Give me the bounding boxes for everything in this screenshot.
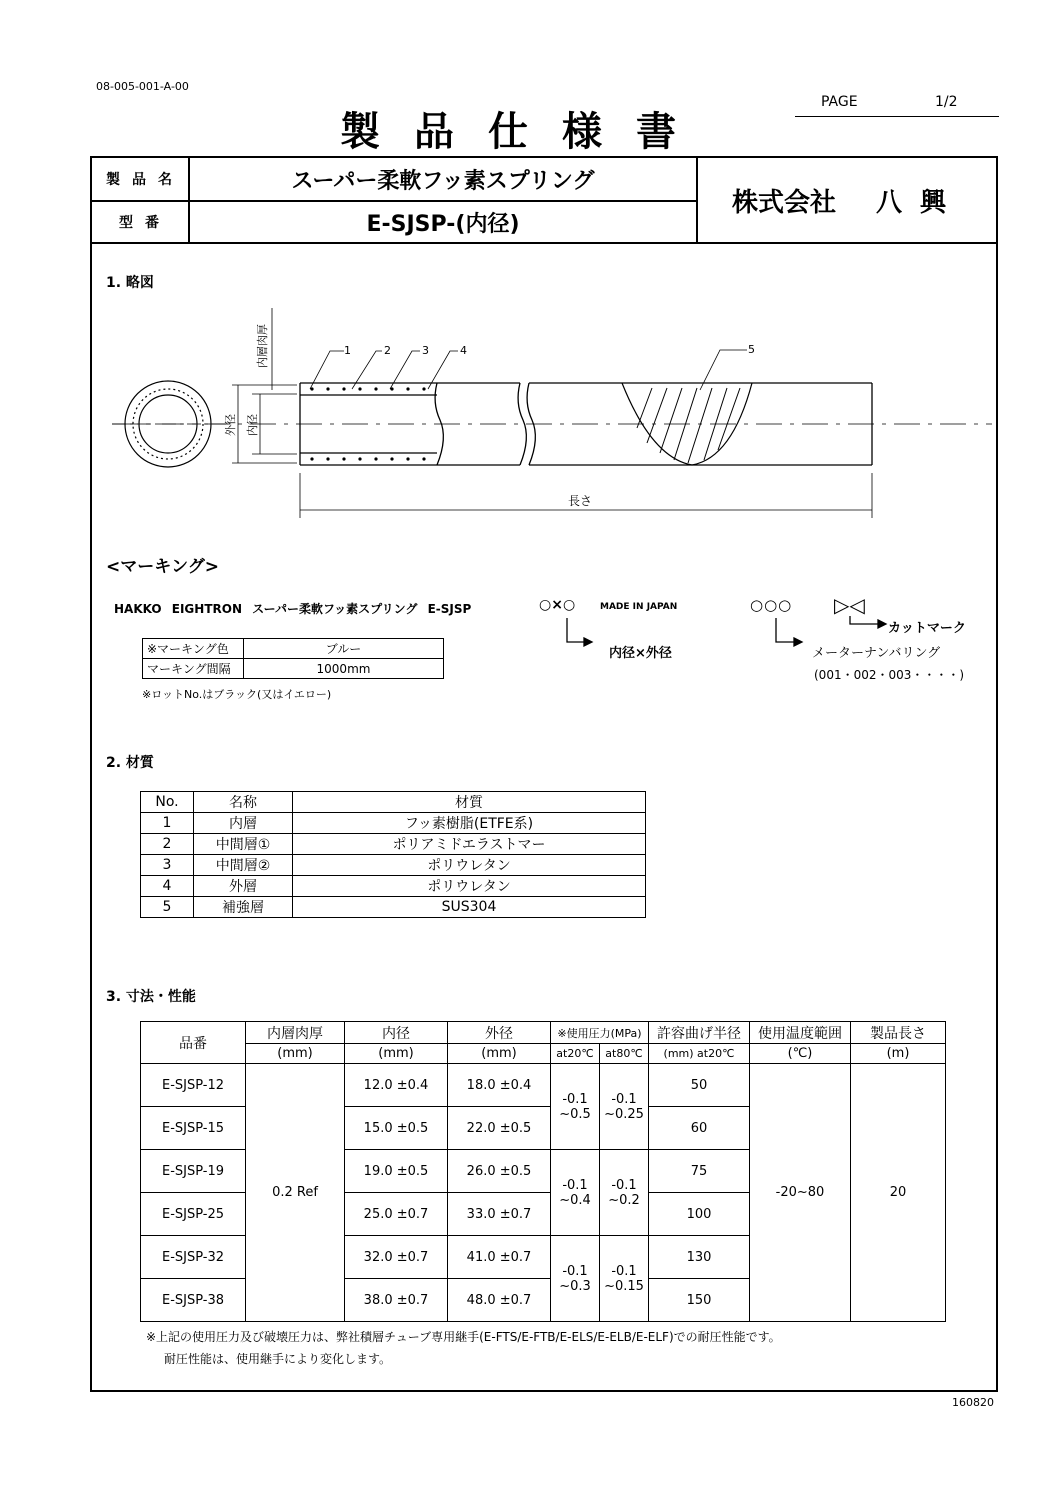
- marking-row: [143, 639, 444, 659]
- section-material-title: 2. 材質: [106, 755, 154, 771]
- section-sketch-title: 1. 略図: [106, 275, 154, 291]
- cell: SUS304: [293, 897, 646, 918]
- cell: 内層: [194, 813, 293, 834]
- inner-cell: 32.0 ±0.7: [345, 1236, 448, 1279]
- page-value: 1/2: [935, 94, 958, 110]
- cell: 外層: [194, 876, 293, 897]
- outer-dia-label: 外径: [224, 414, 237, 436]
- product-name-label: 製品名: [92, 158, 190, 200]
- marking-line: HAKKO EIGHTRON スーパー柔軟フッ素スプリング E-SJSP: [114, 602, 472, 616]
- spec-note-2: 耐圧性能は、使用継手により変化します。: [164, 1352, 392, 1366]
- page-label: PAGE: [821, 94, 858, 110]
- product-name: スーパー柔軟フッ素スプリング: [291, 168, 595, 194]
- part-cell: E-SJSP-32: [141, 1236, 246, 1279]
- table-row: [141, 834, 646, 855]
- outer-unit: (mm): [448, 1044, 551, 1064]
- part-cell: E-SJSP-12: [141, 1064, 246, 1107]
- thickness-unit: (mm): [246, 1044, 345, 1064]
- col-pressure: ※使用圧力(MPa): [551, 1022, 649, 1044]
- col-outer: 外径: [448, 1022, 551, 1044]
- table-row: [141, 1064, 946, 1107]
- marking-color-label: ※マーキング色: [143, 639, 244, 659]
- model-number: E-SJSP-(内径): [366, 211, 520, 237]
- bend-cell: 60: [649, 1107, 750, 1150]
- footer-code: 160820: [952, 1396, 994, 1409]
- layer-1-label: 1: [344, 344, 351, 357]
- cell: フッ素樹脂(ETFE系): [293, 813, 646, 834]
- marking-arrows: [92, 158, 996, 678]
- outer-cell: 33.0 ±0.7: [448, 1193, 551, 1236]
- marking-size-symbol: ○×○: [539, 597, 576, 613]
- marking-color-value: ブルー: [244, 639, 444, 659]
- inner-cell: 38.0 ±0.7: [345, 1279, 448, 1322]
- outer-cell: 18.0 ±0.4: [448, 1064, 551, 1107]
- length-cell: 20: [851, 1064, 946, 1322]
- thickness-cell: 0.2 Ref: [246, 1064, 345, 1322]
- part-cell: E-SJSP-25: [141, 1193, 246, 1236]
- inner-cell: 25.0 ±0.7: [345, 1193, 448, 1236]
- cell: 4: [141, 876, 194, 897]
- col-name: 名称: [194, 792, 293, 813]
- material-header-row: [141, 792, 646, 813]
- marking-interval-label: マーキング間隔: [143, 659, 244, 679]
- marking-interval-value: 1000mm: [244, 659, 444, 679]
- outer-cell: 41.0 ±0.7: [448, 1236, 551, 1279]
- outer-cell: 22.0 ±0.5: [448, 1107, 551, 1150]
- cell: 1: [141, 813, 194, 834]
- meter-note: メーターナンバリング: [812, 646, 941, 661]
- cell: 中間層①: [194, 834, 293, 855]
- length-unit: (m): [851, 1044, 946, 1064]
- cell: ポリアミドエラストマー: [293, 834, 646, 855]
- part-cell: E-SJSP-15: [141, 1107, 246, 1150]
- size-note: 内径×外径: [609, 646, 672, 661]
- p80-cell: -0.1 ~0.2: [600, 1150, 649, 1236]
- col-no: No.: [141, 792, 194, 813]
- bend-cell: 130: [649, 1236, 750, 1279]
- outer-cell: 26.0 ±0.5: [448, 1150, 551, 1193]
- cell: 中間層②: [194, 855, 293, 876]
- cell: 3: [141, 855, 194, 876]
- table-row: [141, 876, 646, 897]
- p20-unit: at20℃: [551, 1044, 600, 1064]
- p20-cell: -0.1 ~0.4: [551, 1150, 600, 1236]
- p80-cell: -0.1 ~0.25: [600, 1064, 649, 1150]
- table-row: [141, 897, 646, 918]
- p80-unit: at80℃: [600, 1044, 649, 1064]
- cut-symbol: ▷◁: [834, 593, 865, 617]
- bend-cell: 75: [649, 1150, 750, 1193]
- outer-cell: 48.0 ±0.7: [448, 1279, 551, 1322]
- cell: ポリウレタン: [293, 876, 646, 897]
- marking-row: [143, 659, 444, 679]
- marking-table: [142, 638, 444, 679]
- meter-symbol: ○○○: [750, 596, 793, 614]
- spec-unit-row: [141, 1044, 946, 1064]
- layer-3-label: 3: [422, 344, 429, 357]
- inner-dia-label: 内径: [246, 414, 259, 436]
- layer-4-label: 4: [460, 344, 467, 357]
- bend-unit: (mm) at20℃: [649, 1044, 750, 1064]
- col-bend: 許容曲げ半径: [649, 1022, 750, 1044]
- lot-note: ※ロットNo.はブラック(又はイエロー): [142, 688, 332, 701]
- inner-cell: 19.0 ±0.5: [345, 1150, 448, 1193]
- col-material: 材質: [293, 792, 646, 813]
- bend-cell: 100: [649, 1193, 750, 1236]
- layer-5-label: 5: [748, 343, 755, 356]
- company-type: 株式会社: [731, 187, 836, 218]
- spec-frame: [90, 156, 998, 1392]
- model-label: 型番: [92, 202, 190, 242]
- col-part: 品番: [141, 1022, 246, 1064]
- page-indicator: [795, 94, 999, 117]
- temp-unit: (℃): [750, 1044, 851, 1064]
- col-thickness: 内層肉厚: [246, 1022, 345, 1044]
- meter-example: (001・002・003・・・・): [814, 668, 965, 682]
- cell: ポリウレタン: [293, 855, 646, 876]
- inner-cell: 15.0 ±0.5: [345, 1107, 448, 1150]
- material-table: [140, 791, 646, 918]
- p20-cell: -0.1 ~0.3: [551, 1236, 600, 1322]
- length-label: 長さ: [568, 494, 593, 508]
- cell: 補強層: [194, 897, 293, 918]
- spec-table: [140, 1021, 946, 1322]
- col-length: 製品長さ: [851, 1022, 946, 1044]
- part-cell: E-SJSP-38: [141, 1279, 246, 1322]
- spec-note-1: ※上記の使用圧力及び破壊圧力は、弊社積層チューブ専用継手(E-FTS/E-FTB/E-ELS/E-ELB/E-ELF)での耐圧性能です。: [146, 1330, 781, 1344]
- cell: 2: [141, 834, 194, 855]
- inner-unit: (mm): [345, 1044, 448, 1064]
- table-row: [141, 855, 646, 876]
- bend-cell: 150: [649, 1279, 750, 1322]
- inner-cell: 12.0 ±0.4: [345, 1064, 448, 1107]
- cut-mark-label: カットマーク: [888, 621, 966, 636]
- marking-title: <マーキング>: [106, 557, 219, 577]
- inner-thickness-label: 内層肉厚: [256, 324, 269, 368]
- part-cell: E-SJSP-19: [141, 1150, 246, 1193]
- document-title: 製品仕様書: [340, 109, 710, 155]
- layer-2-label: 2: [384, 344, 391, 357]
- company-title: 八興: [876, 187, 965, 218]
- section-spec-title: 3. 寸法・性能: [106, 989, 196, 1005]
- document-number: 08-005-001-A-00: [96, 80, 189, 93]
- temp-cell: -20~80: [750, 1064, 851, 1322]
- col-inner: 内径: [345, 1022, 448, 1044]
- cell: 5: [141, 897, 194, 918]
- spec-header-row: [141, 1022, 946, 1044]
- bend-cell: 50: [649, 1064, 750, 1107]
- col-temp: 使用温度範囲: [750, 1022, 851, 1044]
- p20-cell: -0.1 ~0.5: [551, 1064, 600, 1150]
- made-in-japan: MADE IN JAPAN: [600, 602, 678, 612]
- p80-cell: -0.1 ~0.15: [600, 1236, 649, 1322]
- table-row: [141, 813, 646, 834]
